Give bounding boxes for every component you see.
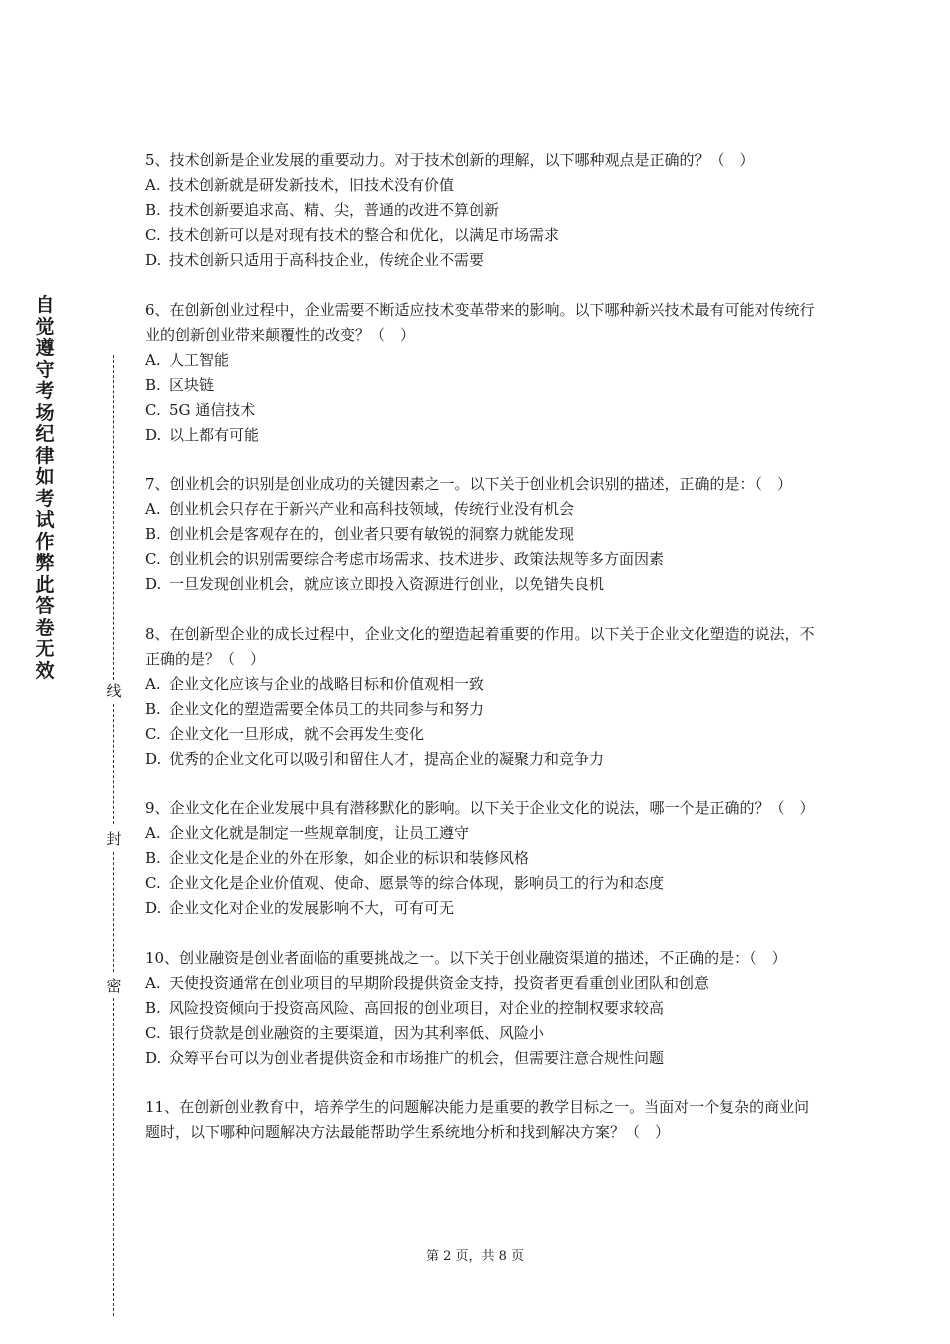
option-b: B. 企业文化是企业的外在形象，如企业的标识和装修风格 [145, 849, 530, 867]
binding-line-segment [113, 355, 114, 680]
option-b: B. 风险投资倾向于投资高风险、高回报的创业项目，对企业的控制权要求较高 [145, 998, 665, 1017]
option-c: C. 技术创新可以是对现有技术的整合和优化，以满足市场需求 [145, 226, 560, 244]
option-c: C. 5G 通信技术 [145, 400, 256, 419]
option-c: C. 银行贷款是创业融资的主要渠道，因为其利率低、风险小 [145, 1023, 545, 1042]
question-7 [145, 472, 815, 597]
option-a: A. 企业文化就是制定一些规章制度，让员工遵守 [145, 824, 470, 842]
option-d: D. 技术创新只适用于高科技企业，传统企业不需要 [145, 251, 485, 269]
page-number: 第 2 页，共 8 页 [425, 1249, 525, 1264]
option-b: B. 区块链 [145, 375, 215, 394]
option-b: B. 企业文化的塑造需要全体员工的共同参与和努力 [145, 699, 485, 718]
option-a: A. 天使投资通常在创业项目的早期阶段提供资金支持，投资者更看重创业团队和创意 [145, 973, 710, 992]
option-d: D. 众筹平台可以为创业者提供资金和市场推广的机会，但需要注意合规性问题 [145, 1048, 665, 1067]
question-6 [145, 298, 815, 448]
seal-label-secret: 密 [106, 977, 122, 995]
question-text: 10、创业融资是创业者面临的重要挑战之一。以下关于创业融资渠道的描述，不正确的是：（ ） [145, 948, 787, 967]
option-a: A. 企业文化应该与企业的战略目标和价值观相一致 [145, 674, 485, 693]
option-c: C. 创业机会的识别需要综合考虑市场需求、技术进步、政策法规等多方面因素 [145, 550, 665, 568]
seal-label-seal: 封 [106, 830, 122, 848]
question-10 [145, 946, 815, 1071]
option-d: D. 优秀的企业文化可以吸引和留住人才，提高企业的凝聚力和竞争力 [145, 749, 605, 768]
question-list [145, 148, 815, 1170]
question-8 [145, 622, 815, 772]
question-text: 7、创业机会的识别是创业成功的关键因素之一。以下关于创业机会识别的描述，正确的是：（ ） [145, 475, 793, 493]
binding-line-segment [113, 852, 114, 972]
option-b: B. 创业机会是客观存在的，创业者只要有敏锐的洞察力就能发现 [145, 525, 575, 543]
question-11 [145, 1095, 815, 1145]
question-text: 6、在创新创业过程中，企业需要不断适应技术变革带来的影响。以下哪种新兴技术最有可能对传统行业的创新创业带来颠覆性的改变？（ ） [145, 300, 815, 344]
seal-label-line: 线 [106, 682, 122, 700]
question-text: 8、在创新型企业的成长过程中，企业文化的塑造起着重要的作用。以下关于企业文化塑造的说法，不正确的是？（ ） [145, 624, 815, 668]
binding-line-segment [113, 998, 114, 1316]
question-text: 5、技术创新是企业发展的重要动力。对于技术创新的理解，以下哪种观点是正确的？（ ） [145, 151, 755, 169]
option-c: C. 企业文化一旦形成，就不会再发生变化 [145, 724, 425, 743]
option-d: D. 一旦发现创业机会，就应该立即投入资源进行创业，以免错失良机 [145, 575, 605, 593]
binding-line-segment [113, 704, 114, 824]
option-d: D. 企业文化对企业的发展影响不大，可有可无 [145, 899, 455, 917]
question-5 [145, 148, 815, 273]
option-a: A. 人工智能 [145, 350, 230, 369]
option-a: A. 创业机会只存在于新兴产业和高科技领域，传统行业没有机会 [145, 500, 575, 518]
option-c: C. 企业文化是企业价值观、使命、愿景等的综合体现，影响员工的行为和态度 [145, 874, 665, 892]
question-9 [145, 796, 815, 921]
question-text: 11、在创新创业教育中，培养学生的问题解决能力是重要的教学目标之一。当面对一个复杂的商业问题时，以下哪种问题解决方法最能帮助学生系统地分析和找到解决方案？（ ） [145, 1098, 810, 1141]
exam-discipline-warning: 自觉遵守考场纪律如考试作弊此答卷无效 [35, 294, 55, 682]
question-text: 9、企业文化在企业发展中具有潜移默化的影响。以下关于企业文化的说法，哪一个是正确的？（ ） [145, 799, 815, 817]
option-a: A. 技术创新就是研发新技术，旧技术没有价值 [145, 176, 455, 194]
option-b: B. 技术创新要追求高、精、尖，普通的改进不算创新 [145, 201, 500, 219]
option-d: D. 以上都有可能 [145, 425, 260, 444]
